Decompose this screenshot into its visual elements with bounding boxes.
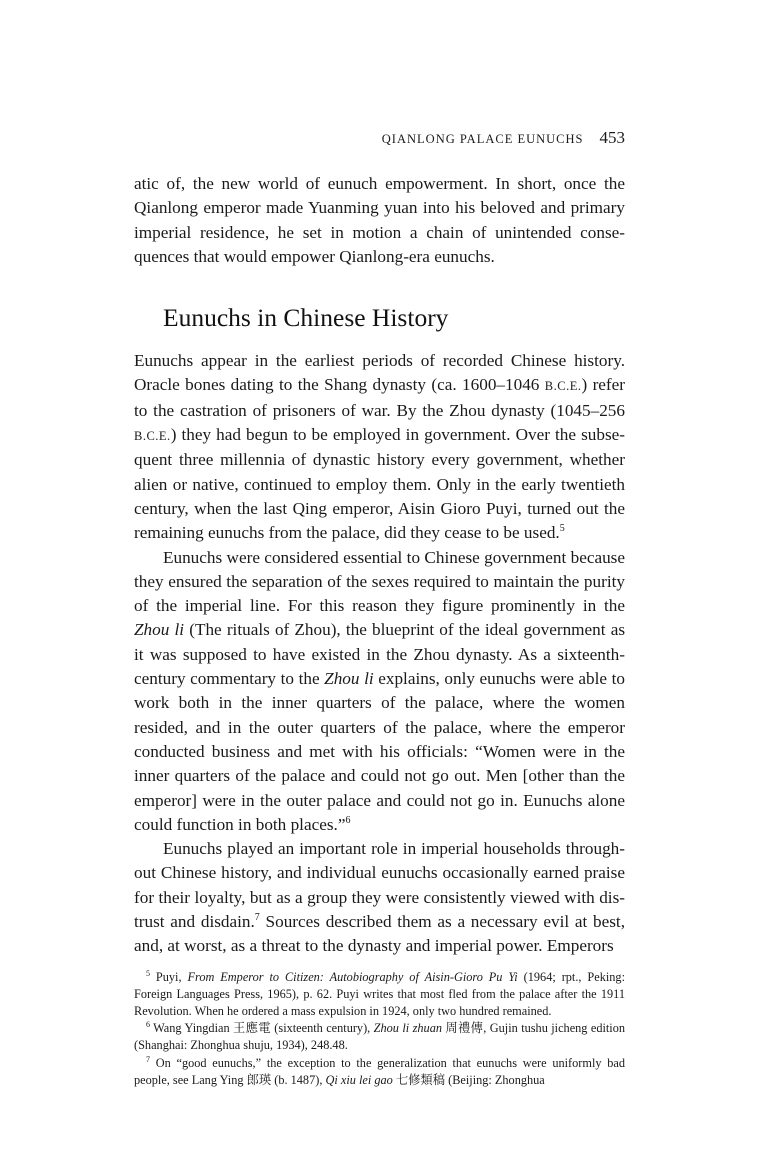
work-title: Zhou li	[134, 620, 185, 640]
era-abbreviation: B.C.E.	[544, 379, 582, 394]
work-title: From Emperor to Citizen: Autobiography of Aisin-Gioro Pu Yi	[187, 969, 518, 984]
footnote-text: On “good eunuchs,” the exception to the generalization that eunuchs were uniformly bad people, see Lang Ying 郎瑛 (b. 1487),	[134, 1055, 625, 1087]
era-abbreviation: B.C.E.	[134, 429, 171, 444]
footnote-reference: 5	[559, 523, 565, 535]
footnotes	[134, 969, 625, 1089]
work-title: Zhou li zhuan	[373, 1021, 442, 1036]
footnote-number: 5	[146, 968, 150, 978]
footnote	[134, 969, 625, 1021]
footnote-text: (1964; rpt., Peking: Foreign Languages Press, 1965), p. 62. Puyi writes that most fled from the palace after the 1911 Revolution. When he ordered a mass expulsion in 1924, only two hundred remained.	[134, 969, 626, 1019]
page-number: 453	[599, 128, 625, 147]
book-page	[134, 128, 625, 1089]
work-title: Qi xiu lei gao	[325, 1072, 393, 1087]
footnote	[134, 1055, 625, 1089]
paragraph-text: ) refer to the castration of prisoners of war. By the Zhou dynasty (1045–256	[134, 375, 626, 420]
footnote-text: 七修類稿 (Beijing: Zhonghua	[392, 1072, 545, 1087]
paragraph-text: Eunuchs played an important role in imperial households throughout Chinese history, and individual eunuchs occasionally earned praise for their loyalty, but as a group they were consistently viewed with distrust and disdain.	[134, 839, 625, 932]
paragraph-text: Eunuchs appear in the earliest periods of recorded Chinese history. Oracle bones dating to the Shang dynasty (ca. 1600–1046	[134, 351, 625, 395]
paragraph-text: explains, only eunuchs were able to work both in the inner quarters of the palace, where the women resided, and in the outer quarters of the palace, where the emperor conducted business and met with his officials: “Women were in the inner quarters of the palace and could not go out. Men [other than the emperor] were in the outer palace and could not go in. Eunuchs alone could function in both places.”	[134, 669, 626, 834]
section-heading: Eunuchs in Chinese History	[163, 303, 449, 333]
footnote-number: 6	[146, 1020, 150, 1030]
running-head	[134, 128, 625, 150]
paragraph-text: (The rituals of Zhou), the blueprint of the ideal government as it was supposed to have existed in the Zhou dynasty. As a sixteenth-century commentary to the	[134, 620, 626, 689]
footnote-number: 7	[146, 1054, 150, 1064]
footnote	[134, 1020, 625, 1054]
work-title: Zhou li	[324, 669, 374, 689]
paragraph-text: ) they had begun to be employed in government. Over the subsequent three millennia of dynastic history every government, whether alien or native, continued to employ them. Only in the early twentieth century, when the last Qing emperor, Aisin Gioro Puyi, turned out the remaining eunuchs from the palace, did they cease to be used.	[134, 425, 625, 543]
footnote-reference: 6	[345, 814, 351, 826]
footnote-text: Puyi,	[150, 969, 188, 984]
footnote-reference: 7	[254, 912, 260, 924]
footnote-text: 周禮傳, Gujin tushu jicheng edition (Shanghai: Zhonghua shuju, 1934), 248.48.	[134, 1021, 626, 1053]
body-paragraph-3	[134, 837, 625, 958]
paragraph-text: Eunuchs were considered essential to Chinese government because they ensured the separation of the sexes required to maintain the purity of the imperial line. For this reason they figure prominently in the	[134, 547, 625, 616]
running-head-title: QIANLONG PALACE EUNUCHS	[381, 132, 584, 146]
body-paragraph-1	[134, 349, 625, 545]
opening-paragraph: atic of, the new world of eunuch empowerment. In short, once the Qianlong emperor made Yuanming yuan into his beloved and primary imperial residence, he set in motion a chain of unintended consequences that would empower Qianlong-era eunuchs.	[134, 174, 625, 266]
footnote-text: Wang Yingdian 王應電 (sixteenth century),	[150, 1021, 374, 1036]
body-paragraph-2	[134, 546, 625, 838]
paragraph-text: Sources described them as a necessary evil at best, and, at worst, as a threat to the dynasty and imperial power. Emperors	[134, 912, 625, 956]
